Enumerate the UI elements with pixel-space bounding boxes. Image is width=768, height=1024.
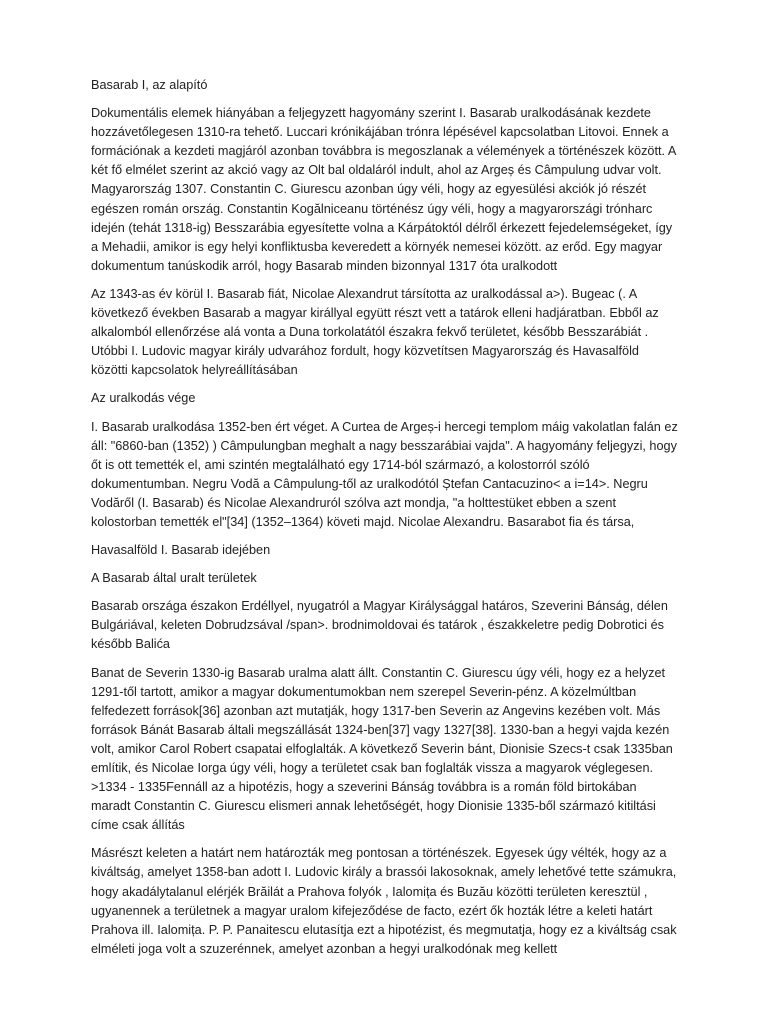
paragraph-end-of-reign: I. Basarab uralkodása 1352-ben ért véget. A Curtea de Argeș-i hercegi templom máig vakolatlan falán ez áll: "6860-ban (1352) ) Câmpulungban meghalt a nagy besszarábiai vajda". A hagyomány feljegyzi, hogy őt is ott temették el, ami szintén megtalálható egy 1714-ból származó, a kolostorról szóló dokumentumban. Negru Vodă a Câmpulung-től az uralkodótól Ștefan Cantacuzino< a i=14>. Negru Vodăről (I. Basarab) és Nicolae Alexandruról szólva azt mondja, "a holttestüket ebben a szent kolostorban temették el"[34] (1352–1364) követi majd. Nicolae Alexandru. Basarabot fia és társa, (91, 419, 678, 529)
section-heading-founder: Basarab I, az alapító (91, 78, 208, 92)
section-heading-end-of-reign: Az uralkodás vége (91, 391, 196, 406)
paragraph-co-ruler: Az 1343-as év körül I. Basarab fiát, Nicolae Alexandrut társította az uralkodással a>). Bugeac (. A következő években Basarab a magyar királlyal együtt részt vett a tatárok elleni hadjáratban. Ebből az alkalomból ellenőrzése alá vonta a Duna torkolatától északra fekvő területet, később Besszarábiát . Utóbbi I. Ludovic magyar király udvarához fordult, hogy közvetítsen Magyarország és Havasalföld közötti kapcsolatok helyreállításában (91, 286, 659, 378)
document-page (91, 76, 679, 968)
paragraph-banat-severin: Banat de Severin 1330-ig Basarab uralma alatt állt. Constantin C. Giurescu úgy véli, hogy ez a helyzet 1291-től tartott, amikor a magyar dokumentumokban nem szerepel Severin-pénz. A közelmúltban felfedezett források[36] azonban azt mutatják, hogy 1317-ben Severin az Angevins kezében volt. Más források Bánát Basarab általi megszállását 1324-ben[37] vagy 1327[38]. 1330-ban a hegyi vajda kezén volt, amikor Carol Robert csapatai elfoglalták. A következő Severin bánt, Dionisie Szecs-t csak 1335ban említik, és Nicolae Iorga úgy véli, hogy a területet csak ban foglalták vissza a magyarok véglegesen. >1334 - 1335Fennáll az a hipotézis, hogy a szeverini Bánság továbbra is a román föld birtokában maradt Constantin C. Giurescu elismeri annak lehetőségét, hogy Dionisie 1335-ből származó kitiltási címe csak állítás (91, 665, 673, 833)
paragraph-borders: Basarab országa északon Erdéllyel, nyugatról a Magyar Királysággal határos, Szeverini Bánság, délen Bulgáriával, keleten Dobrudzsával /span>. brodnimoldovai és tatárok , északkeletre pedig Dobrotici és később Balića (91, 599, 668, 652)
section-heading-wallachia: Havasalföld I. Basarab idejében (91, 543, 271, 558)
paragraph-eastern-border: Másrészt keleten a határt nem határozták meg pontosan a történészek. Egyesek úgy vélték, hogy az a kiváltság, amelyet 1358-ban adott I. Ludovic király a brassói lakosoknak, amely lehetővé tette számukra, hogy akadálytalanul elérjék Brăilát a Prahova folyók , Ialomița és Buzău közötti területen keresztül , ugyanennek a területnek a magyar uralom kifejeződése de facto, ezért ők hozták létre a keleti határt Prahova ill. Ialomița. P. P. Panaitescu elutasítja ezt a hipotézist, és megmutatja, hogy ez a kiváltság csak elméleti joga volt a szuzerénnek, amelyet azonban a hegyi uralkodónak meg kellett (91, 846, 677, 956)
section-heading-territories: A Basarab által uralt területek (91, 571, 257, 586)
paragraph-reign-beginning: Dokumentális elemek hiányában a feljegyzett hagyomány szerint I. Basarab uralkodásának kezdete hozzávetőlegesen 1310-ra tehető. Luccari krónikájában trónra lépésével kapcsolatban Litovoi. Ennek a formációnak a kezdeti magjáról azonban továbbra is megoszlanak a vélemények a történészek között. A két fő elmélet szerint az akció vagy az Olt bal oldaláról indult, ahol az Argeș és Câmpulung udvar volt. Magyarország 1307. Constantin C. Giurescu azonban úgy véli, hogy az egyesülési akciók jó részét egészen román ország. Constantin Kogălniceanu történész úgy véli, hogy a magyarországi trónharc idején (tehát 1318-ig) Besszarábia egyesítette volna a Kárpátoktól délről érkezett fejedelemségeket, így a Mehadii, amikor is egy helyi konfliktusba keveredett a környék nemesei között. az erőd. Egy magyar dokumentum tanúskodik arról, hogy Basarab minden bizonnyal 1317 óta uralkodott (91, 106, 676, 273)
